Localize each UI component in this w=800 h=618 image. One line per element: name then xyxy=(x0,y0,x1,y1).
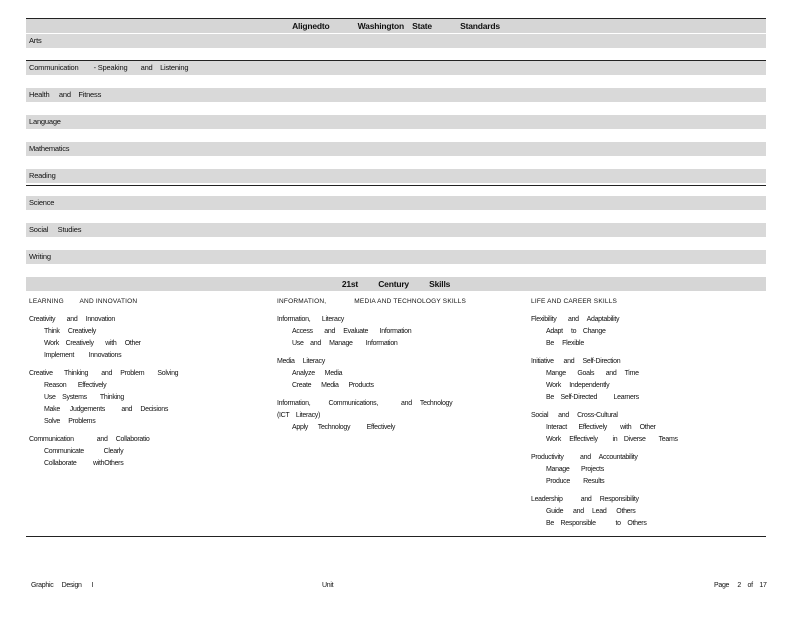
subject-row-language: Language xyxy=(26,115,766,129)
bottom-rule xyxy=(26,536,766,537)
skills-title-part: Century xyxy=(378,279,409,289)
subject-row-communication: Communication - Speaking and Listening xyxy=(26,61,766,75)
skills-title-part: 21st xyxy=(341,279,359,289)
skill-group xyxy=(531,314,761,350)
skill-item: Work Effectively in Diverse Teams xyxy=(546,436,678,443)
skills-column-information xyxy=(277,296,517,440)
skill-group-title: Leadership and Responsibility xyxy=(531,496,639,503)
skill-item: Be Self-Directed Learners xyxy=(546,394,639,401)
footer-course: Graphic Design I xyxy=(31,582,94,589)
skill-item: Work Creatively with Other xyxy=(44,340,141,347)
skill-item: Access and Evaluate Information xyxy=(292,328,412,335)
skill-group xyxy=(531,410,761,446)
skills-column-learning xyxy=(29,296,269,476)
subject-row-writing: Writing xyxy=(26,250,766,264)
skill-item: Use and Manage Information xyxy=(292,340,398,347)
skill-item: Be Flexible xyxy=(546,340,584,347)
skill-group xyxy=(29,368,269,428)
standards-title-part: Washington State xyxy=(357,21,432,31)
skill-group xyxy=(277,314,517,350)
skill-item: Use Systems Thinking xyxy=(44,394,124,401)
skill-group-title: Media Literacy xyxy=(277,358,325,365)
skill-item: Collaborate withOthers xyxy=(44,460,124,467)
skill-group-title: Flexibility and Adaptability xyxy=(531,316,620,323)
skill-group xyxy=(531,452,761,488)
skill-group-title: Social and Cross-Cultural xyxy=(531,412,618,419)
skills-title-bar xyxy=(26,277,766,291)
skills-title-part: Skills xyxy=(429,279,451,289)
skill-group-title: Information, Communications, and Technology xyxy=(277,400,453,407)
skill-group-title: Information, Literacy xyxy=(277,316,344,323)
subject-row-science: Science xyxy=(26,196,766,210)
skills-column-heading: INFORMATION, MEDIA AND TECHNOLOGY SKILLS xyxy=(277,298,467,305)
skill-item: Adapt to Change xyxy=(546,328,606,335)
skill-item: Think Creatively xyxy=(44,328,96,335)
skill-item: Produce Results xyxy=(546,478,605,485)
skill-item: Manage Projects xyxy=(546,466,604,473)
skill-group-title: Initiative and Self-Direction xyxy=(531,358,621,365)
section-rule xyxy=(26,185,766,186)
skill-item: Communicate Clearly xyxy=(44,448,124,455)
skill-group xyxy=(277,410,517,434)
skill-item: Make Judgements and Decisions xyxy=(44,406,169,413)
standards-title-part: Standards xyxy=(460,21,500,31)
skill-group-title: (ICT Literacy) xyxy=(277,412,321,419)
skill-group xyxy=(277,398,517,410)
skill-group-title: Productivity and Accountability xyxy=(531,454,638,461)
skill-item: Mange Goals and Time xyxy=(546,370,639,377)
skill-group xyxy=(531,356,761,404)
skill-item: Interact Effectively with Other xyxy=(546,424,656,431)
footer-unit: Unit xyxy=(322,582,334,589)
skill-group-title: Communication and Collaboratio xyxy=(29,436,150,443)
skill-group xyxy=(277,356,517,392)
skill-item: Be Responsible to Others xyxy=(546,520,647,527)
footer-page-number: Page 2 of 17 xyxy=(714,582,767,589)
subject-row-arts: Arts xyxy=(26,34,766,48)
skills-column-heading: LEARNING AND INNOVATION xyxy=(29,298,138,305)
skill-item: Apply Technology Effectively xyxy=(292,424,396,431)
standards-title-bar xyxy=(26,19,766,33)
skills-column-life xyxy=(531,296,761,536)
subject-row-mathematics: Mathematics xyxy=(26,142,766,156)
skill-group xyxy=(531,494,761,530)
subject-row-social-studies: Social Studies xyxy=(26,223,766,237)
skill-item: Implement Innovations xyxy=(44,352,122,359)
skill-item: Guide and Lead Others xyxy=(546,508,636,515)
subject-row-health: Health and Fitness xyxy=(26,88,766,102)
skill-item: Analyze Media xyxy=(292,370,343,377)
skill-item: Work Independently xyxy=(546,382,610,389)
skill-item: Create Media Products xyxy=(292,382,374,389)
skill-group-title: Creative Thinking and Problem Solving xyxy=(29,370,179,377)
subject-row-reading: Reading xyxy=(26,169,766,183)
skill-group xyxy=(29,314,269,362)
skill-group-title: Creativity and Innovation xyxy=(29,316,115,323)
skills-column-heading: LIFE AND CAREER SKILLS xyxy=(531,298,618,305)
skill-item: Reason Effectively xyxy=(44,382,107,389)
skill-group xyxy=(29,434,269,470)
skill-item: Solve Problems xyxy=(44,418,96,425)
standards-title-part: Alignedto xyxy=(292,21,330,31)
